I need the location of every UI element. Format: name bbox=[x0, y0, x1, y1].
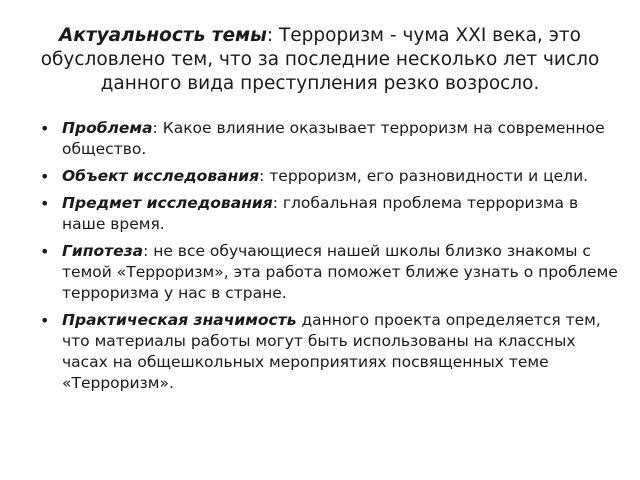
list-item-subject bbox=[40, 193, 620, 235]
item-text: : не все обучающиеся нашей школы близко знакомы с темой «Терроризм», эта работа поможет ближе узнать о проблеме терроризма у нас в стране. bbox=[62, 242, 618, 302]
item-term: Гипотеза bbox=[62, 242, 144, 260]
item-text: данного проекта определяется тем, что материалы работы могут быть использованы на классных часах на общешкольных мероприятиях посвященных теме «Терроризм». bbox=[62, 311, 601, 392]
list-item-significance bbox=[40, 310, 620, 394]
item-term: Предмет исследования bbox=[62, 194, 273, 212]
bullet-icon: • bbox=[40, 242, 50, 261]
bullet-icon: • bbox=[40, 311, 50, 330]
item-term: Проблема bbox=[62, 119, 153, 137]
item-term: Объект исследования bbox=[62, 167, 260, 185]
bullet-icon: • bbox=[40, 167, 50, 186]
bullet-icon: • bbox=[40, 119, 50, 138]
item-text: : глобальная проблема терроризма в наше время. bbox=[62, 194, 579, 233]
title-text: : Терроризм - чума XXI века, это обусловлено тем, что за последние несколько лет число данного вида преступления резко возросло. bbox=[40, 25, 600, 94]
title-lead: Актуальность темы bbox=[59, 25, 267, 46]
list-item-object bbox=[40, 166, 620, 187]
list-item-problem bbox=[40, 118, 620, 160]
item-text: : терроризм, его разновидности и цели. bbox=[259, 167, 589, 185]
list-item-hypothesis bbox=[40, 241, 620, 304]
item-term: Практическая значимость bbox=[62, 311, 297, 329]
slide-title bbox=[30, 24, 610, 96]
item-text: : Какое влияние оказывает терроризм на современное общество. bbox=[62, 119, 605, 158]
bullet-list bbox=[40, 118, 620, 400]
bullet-icon: • bbox=[40, 194, 50, 213]
